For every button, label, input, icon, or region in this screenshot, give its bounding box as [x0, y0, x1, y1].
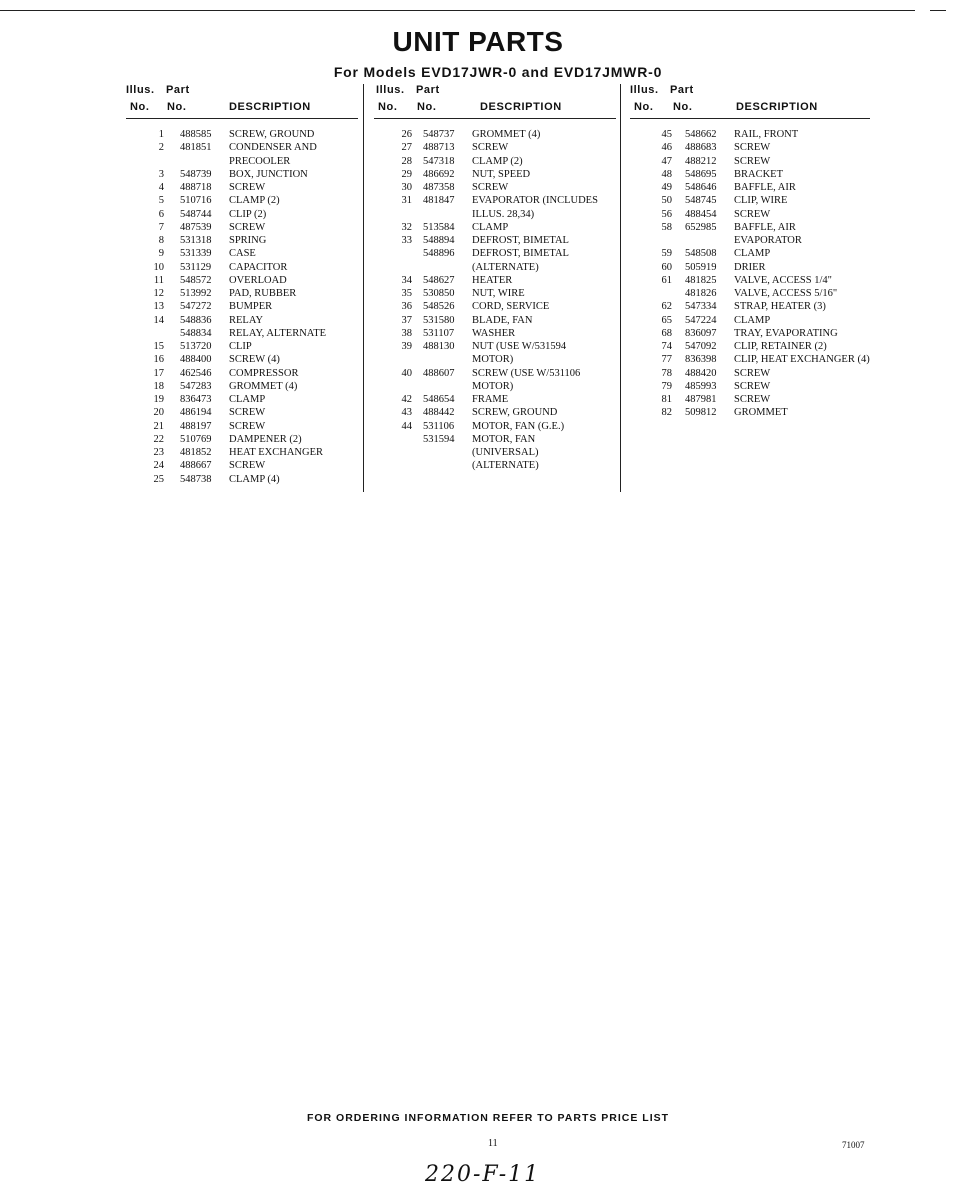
illus-number: 15 — [153, 341, 164, 352]
illus-number: 30 — [401, 182, 412, 193]
part-number: 531594 — [423, 433, 455, 445]
part-description: DAMPENER (2) — [229, 433, 302, 445]
illus-number: 28 — [401, 155, 412, 167]
part-description: NUT, WIRE — [472, 288, 525, 299]
illus-number: 50 — [661, 195, 672, 207]
part-description: SCREW — [229, 460, 266, 472]
part-description: (ALTERNATE) — [472, 261, 539, 273]
illus-number: 29 — [401, 168, 412, 180]
part-description: SCREW (USE W/531106 — [472, 367, 581, 379]
part-description: DEFROST, BIMETAL — [472, 235, 569, 246]
illus-number: 24 — [153, 460, 164, 472]
illus-number: 7 — [158, 221, 164, 233]
header-part-no: No. — [167, 101, 187, 113]
part-description: CLIP (2) — [229, 208, 267, 220]
illus-number: 17 — [153, 367, 164, 379]
part-number: 481851 — [180, 142, 212, 154]
part-description: CLIP, HEAT EXCHANGER (4) — [734, 354, 870, 366]
part-number: 548627 — [423, 274, 455, 286]
part-description: RELAY — [229, 314, 264, 326]
header-description: DESCRIPTION — [229, 101, 311, 113]
part-description: CLAMP (2) — [229, 195, 280, 207]
illus-number: 21 — [153, 420, 164, 432]
part-number: 488607 — [423, 367, 455, 379]
header-illus: Illus. — [126, 84, 155, 96]
part-description: BOX, JUNCTION — [229, 168, 308, 180]
header-rule — [374, 118, 616, 119]
part-number: 481847 — [423, 195, 455, 207]
part-description: CAPACITOR — [229, 261, 288, 273]
illus-number: 18 — [153, 380, 164, 392]
part-description: NUT, SPEED — [472, 168, 531, 180]
part-description: OVERLOAD — [229, 274, 287, 286]
page-subtitle: For Models EVD17JWR-0 and EVD17JMWR-0 — [333, 64, 663, 80]
illus-number: 56 — [661, 208, 672, 220]
illus-number: 32 — [401, 221, 412, 233]
illus-number: 11 — [153, 274, 164, 286]
illus-number: 60 — [661, 261, 672, 273]
part-number: 485993 — [685, 380, 717, 392]
illus-number: 68 — [661, 327, 672, 339]
part-number: 547092 — [685, 341, 717, 352]
part-number: 547318 — [423, 155, 455, 167]
part-description: SCREW — [229, 407, 266, 419]
header-illus-no: No. — [130, 101, 150, 113]
illus-number: 43 — [401, 407, 412, 419]
part-number: 481825 — [685, 274, 717, 286]
part-description: NUT (USE W/531594 — [472, 341, 567, 352]
illus-number: 74 — [661, 341, 672, 352]
illus-number: 79 — [661, 380, 672, 392]
part-number: 510769 — [180, 433, 212, 445]
part-number: 488442 — [423, 407, 455, 419]
part-number: 548695 — [685, 168, 717, 180]
illus-number: 20 — [153, 407, 164, 419]
part-number: 488420 — [685, 367, 717, 379]
part-number: 548739 — [180, 168, 212, 180]
part-description: MOTOR) — [472, 380, 514, 392]
illus-number: 46 — [661, 142, 672, 154]
part-number: 548526 — [423, 301, 455, 313]
illus-number: 65 — [661, 314, 672, 326]
header-rule — [126, 118, 358, 119]
part-description: MOTOR, FAN (G.E.) — [472, 420, 565, 432]
part-number: 488454 — [685, 208, 717, 220]
part-description: SCREW — [472, 182, 509, 193]
part-description: SCREW — [229, 221, 266, 233]
illus-number: 12 — [153, 288, 164, 299]
illus-number: 5 — [158, 195, 164, 207]
header-part-no: No. — [673, 101, 693, 113]
page-title: UNIT PARTS — [392, 26, 564, 57]
part-description: SCREW — [229, 182, 266, 193]
part-number: 513992 — [180, 288, 212, 299]
part-description: CLAMP — [734, 248, 771, 260]
part-number: 488667 — [180, 460, 212, 472]
part-number: 488585 — [180, 129, 212, 140]
part-description: DRIER — [734, 261, 766, 273]
document-code: 71007 — [842, 1140, 865, 1150]
part-number: 547334 — [685, 301, 717, 313]
part-description: BAFFLE, AIR — [734, 182, 796, 193]
part-description: VALVE, ACCESS 5/16" — [734, 288, 838, 299]
part-description: BRACKET — [734, 168, 784, 180]
illus-number: 2 — [158, 142, 164, 154]
illus-number: 45 — [661, 129, 672, 140]
part-number: 548836 — [180, 314, 212, 326]
part-number: 488683 — [685, 142, 717, 154]
part-description: EVAPORATOR — [734, 235, 802, 246]
part-description: SCREW — [734, 142, 771, 154]
part-number: 513720 — [180, 341, 212, 352]
page-number: 11 — [488, 1138, 498, 1149]
part-number: 481826 — [685, 288, 717, 299]
part-description: TRAY, EVAPORATING — [734, 327, 838, 339]
part-description: SCREW — [734, 380, 771, 392]
part-number: 531107 — [423, 327, 455, 339]
illus-number: 13 — [153, 301, 164, 313]
part-number: 531129 — [180, 261, 212, 273]
header-illus: Illus. — [630, 84, 659, 96]
illus-number: 35 — [401, 288, 412, 299]
illus-number: 81 — [661, 394, 672, 405]
part-number: 531318 — [180, 235, 212, 246]
part-number: 836398 — [685, 354, 717, 366]
part-description: BLADE, FAN — [472, 314, 533, 326]
part-number: 486692 — [423, 168, 455, 180]
header-description: DESCRIPTION — [480, 101, 562, 113]
illus-number: 33 — [401, 235, 412, 246]
illus-number: 25 — [153, 473, 164, 485]
part-description: GROMMET — [734, 407, 788, 419]
part-description: SCREW — [734, 367, 771, 379]
illus-number: 27 — [401, 142, 412, 154]
illus-number: 48 — [661, 168, 672, 180]
illus-number: 16 — [153, 354, 164, 366]
part-description: CLAMP (2) — [472, 155, 523, 167]
part-number: 488718 — [180, 182, 212, 193]
part-description: CLAMP (4) — [229, 473, 280, 485]
part-description: HEAT EXCHANGER — [229, 447, 324, 458]
part-description: (UNIVERSAL) — [472, 447, 539, 458]
header-part: Part — [166, 84, 190, 96]
illus-number: 14 — [153, 314, 164, 326]
part-description: SCREW, GROUND — [229, 129, 315, 140]
illus-number: 39 — [401, 341, 412, 352]
illus-number: 37 — [401, 314, 412, 326]
part-number: 462546 — [180, 367, 212, 379]
part-number: 548572 — [180, 274, 212, 286]
illus-number: 3 — [158, 168, 164, 180]
part-description: SCREW — [734, 208, 771, 220]
part-number: 488400 — [180, 354, 212, 366]
part-number: 487358 — [423, 182, 455, 193]
part-description: MOTOR) — [472, 354, 514, 366]
illus-number: 4 — [158, 182, 164, 193]
header-illus-no: No. — [634, 101, 654, 113]
part-number: 548662 — [685, 129, 717, 140]
part-description: SCREW — [734, 155, 771, 167]
part-description: ILLUS. 28,34) — [472, 208, 535, 220]
part-number: 836097 — [685, 327, 717, 339]
part-description: DEFROST, BIMETAL — [472, 248, 569, 260]
header-part: Part — [416, 84, 440, 96]
part-number: 505919 — [685, 261, 717, 273]
part-description: WASHER — [472, 327, 516, 339]
part-description: RAIL, FRONT — [734, 129, 799, 140]
part-number: 488197 — [180, 420, 212, 432]
illus-number: 82 — [661, 407, 672, 419]
illus-number: 47 — [661, 155, 672, 167]
column-divider — [363, 84, 364, 492]
part-description: SCREW — [734, 394, 771, 405]
illus-number: 23 — [153, 447, 164, 458]
part-number: 547283 — [180, 380, 212, 392]
illus-number: 62 — [661, 301, 672, 313]
part-description: CONDENSER AND — [229, 142, 317, 154]
part-number: 509812 — [685, 407, 717, 419]
part-number: 548834 — [180, 327, 212, 339]
column-divider — [620, 84, 621, 492]
part-description: EVAPORATOR (INCLUDES — [472, 195, 598, 207]
handwritten-annotation: 220-F-11 — [425, 1162, 541, 1187]
part-description: BAFFLE, AIR — [734, 221, 796, 233]
part-description: CLAMP — [472, 221, 509, 233]
part-number: 548508 — [685, 248, 717, 260]
header-illus-no: No. — [378, 101, 398, 113]
part-description: SCREW (4) — [229, 354, 280, 366]
part-description: CASE — [229, 248, 256, 260]
header-part: Part — [670, 84, 694, 96]
illus-number: 42 — [401, 394, 412, 405]
illus-number: 58 — [661, 221, 672, 233]
part-number: 488130 — [423, 341, 455, 352]
part-number: 510716 — [180, 195, 212, 207]
header-rule — [630, 118, 870, 119]
illus-number: 59 — [661, 248, 672, 260]
illus-number: 78 — [661, 367, 672, 379]
part-number: 531339 — [180, 248, 212, 260]
illus-number: 40 — [401, 367, 412, 379]
part-number: 836473 — [180, 394, 212, 405]
illus-number: 77 — [661, 354, 672, 366]
part-description: BUMPER — [229, 301, 273, 313]
part-description: GROMMET (4) — [229, 380, 298, 392]
part-number: 486194 — [180, 407, 212, 419]
part-number: 548896 — [423, 248, 455, 260]
illus-number: 26 — [401, 129, 412, 140]
top-rule — [0, 10, 915, 11]
part-number: 548737 — [423, 129, 455, 140]
part-description: HEATER — [472, 274, 513, 286]
ordering-note: FOR ORDERING INFORMATION REFER TO PARTS PRICE LIST — [306, 1112, 670, 1124]
part-number: 548894 — [423, 235, 455, 246]
part-description: SCREW — [472, 142, 509, 154]
part-number: 548744 — [180, 208, 212, 220]
part-description: GROMMET (4) — [472, 129, 541, 140]
header-illus: Illus. — [376, 84, 405, 96]
part-description: MOTOR, FAN — [472, 433, 536, 445]
illus-number: 22 — [153, 433, 164, 445]
part-description: STRAP, HEATER (3) — [734, 301, 826, 313]
illus-number: 61 — [661, 274, 672, 286]
part-description: VALVE, ACCESS 1/4" — [734, 274, 832, 286]
part-number: 487539 — [180, 221, 212, 233]
illus-number: 19 — [153, 394, 164, 405]
part-number: 513584 — [423, 221, 455, 233]
part-number: 652985 — [685, 221, 717, 233]
part-number: 548646 — [685, 182, 717, 193]
illus-number: 34 — [401, 274, 412, 286]
illus-number: 1 — [158, 129, 164, 140]
part-description: (ALTERNATE) — [472, 460, 539, 472]
illus-number: 10 — [153, 261, 164, 273]
part-number: 530850 — [423, 288, 455, 299]
part-number: 548738 — [180, 473, 212, 485]
top-rule-tick — [930, 10, 946, 11]
part-number: 547272 — [180, 301, 212, 313]
illus-number: 38 — [401, 327, 412, 339]
part-description: SCREW, GROUND — [472, 407, 558, 419]
header-part-no: No. — [417, 101, 437, 113]
part-description: CORD, SERVICE — [472, 301, 550, 313]
header-description: DESCRIPTION — [736, 101, 818, 113]
part-description: CLIP — [229, 341, 252, 352]
part-number: 488212 — [685, 155, 717, 167]
part-description: CLIP, WIRE — [734, 195, 788, 207]
part-number: 481852 — [180, 447, 212, 458]
part-number: 487981 — [685, 394, 717, 405]
part-number: 548654 — [423, 394, 455, 405]
part-number: 547224 — [685, 314, 717, 326]
part-description: CLIP, RETAINER (2) — [734, 341, 827, 352]
illus-number: 9 — [158, 248, 164, 260]
illus-number: 8 — [158, 235, 164, 246]
part-description: FRAME — [472, 394, 509, 405]
illus-number: 6 — [158, 208, 164, 220]
part-description: RELAY, ALTERNATE — [229, 327, 327, 339]
illus-number: 31 — [401, 195, 412, 207]
illus-number: 36 — [401, 301, 412, 313]
part-number: 531580 — [423, 314, 455, 326]
part-description: PRECOOLER — [229, 155, 291, 167]
part-description: CLAMP — [229, 394, 266, 405]
part-description: CLAMP — [734, 314, 771, 326]
part-description: SPRING — [229, 235, 267, 246]
part-number: 531106 — [423, 420, 455, 432]
part-description: SCREW — [229, 420, 266, 432]
part-description: PAD, RUBBER — [229, 288, 297, 299]
illus-number: 44 — [401, 420, 412, 432]
illus-number: 49 — [661, 182, 672, 193]
part-number: 488713 — [423, 142, 455, 154]
part-number: 548745 — [685, 195, 717, 207]
part-description: COMPRESSOR — [229, 367, 299, 379]
